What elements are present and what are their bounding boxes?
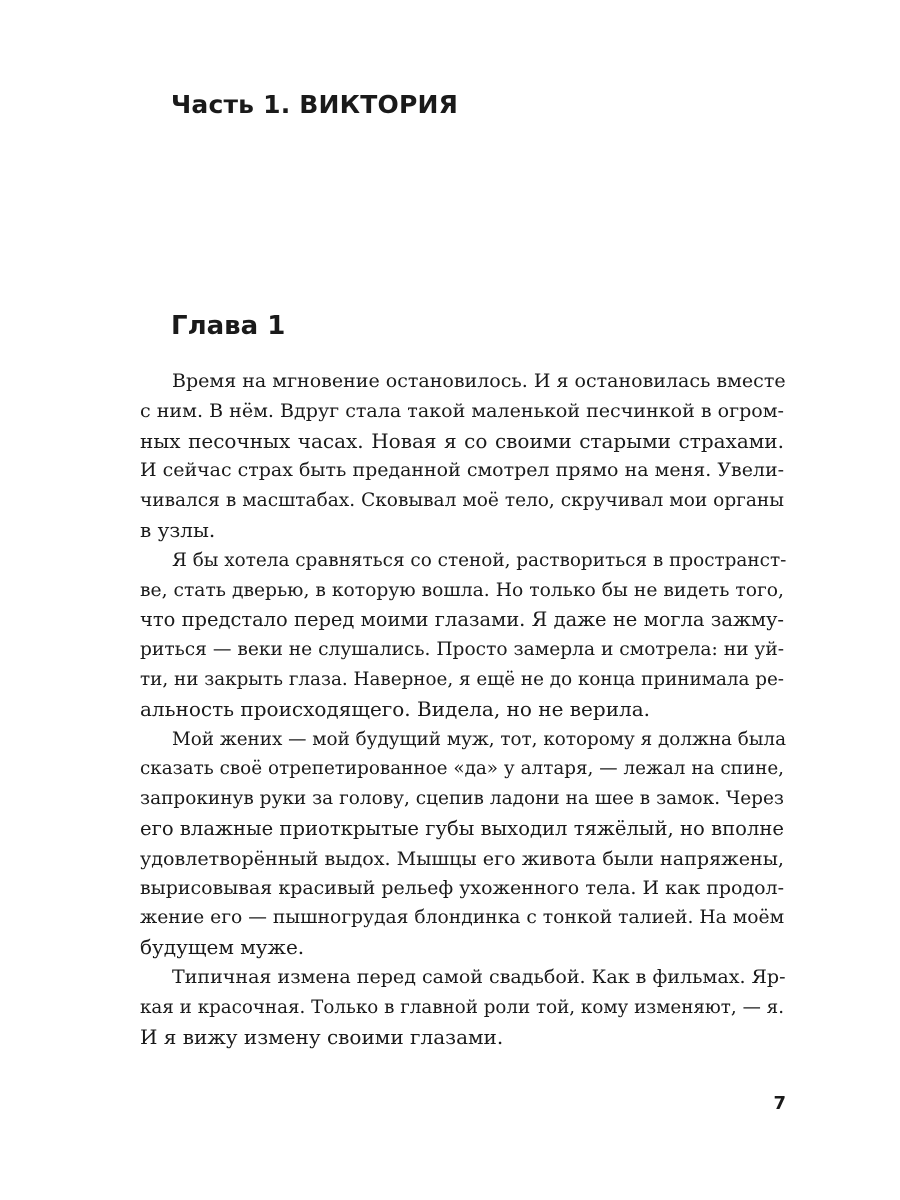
text-line: И сейчас страх быть преданной смотрел прямо на меня. Увели- — [140, 459, 784, 482]
text-line: Мой жених — мой будущий муж, тот, которому я должна была — [172, 728, 787, 750]
text-line: ных песочных часах. Новая я со своими старыми страхами. — [140, 428, 784, 453]
chapter-title: Глава 1 — [171, 311, 286, 341]
paragraph-4 — [140, 963, 784, 1052]
text-line: удовлетворённый выдох. Мышцы его живота были напряжены, — [140, 846, 784, 870]
text-line: будущем муже. — [140, 935, 305, 960]
page-number: 7 — [773, 1093, 786, 1114]
text-line: сказать своё отрепетированное «да» у алтаря, — лежал на спине, — [140, 758, 784, 780]
text-line: жение его — пышногрудая блондинка с тонкой талией. На моём — [140, 907, 785, 929]
text-line: ве, стать дверью, в которую вошла. Но только бы не видеть того, — [140, 579, 784, 601]
chapter-body — [140, 367, 787, 1052]
text-line: Типичная измена перед самой свадьбой. Как в фильмах. Яр- — [172, 965, 786, 988]
paragraph-3 — [140, 725, 787, 963]
text-line: риться — веки не слушались. Просто замерла и смотрела: ни уй- — [140, 639, 785, 661]
text-line: кая и красочная. Только в главной роли той, кому изменяют, — я. — [140, 996, 784, 1018]
text-line: ти, ни закрыть глаза. Наверное, я ещё не до конца принимала ре- — [140, 668, 784, 690]
text-line: в узлы. — [140, 517, 216, 542]
text-line: И я вижу измену своими глазами. — [140, 1024, 504, 1049]
text-line: вырисовывая красивый рельеф ухоженного тела. И как продол- — [140, 876, 784, 899]
text-line: запрокинув руки за голову, сцепив ладони на шее в замок. Через — [140, 788, 784, 810]
text-line: с ним. В нём. Вдруг стала такой маленькой песчинкой в огром- — [140, 399, 784, 422]
text-line: Время на мгновение остановилось. И я остановилась вместе — [172, 370, 786, 392]
text-line: что предстало перед моими глазами. Я даже не могла зажму- — [140, 608, 784, 632]
text-line: Я бы хотела сравняться со стеной, раствориться в пространст- — [172, 549, 787, 571]
text-line: его влажные приоткрытые губы выходил тяжёлый, но вполне — [140, 816, 784, 840]
paragraph-1 — [140, 367, 784, 546]
paragraph-2 — [140, 546, 787, 725]
text-line: альность происходящего. Видела, но не верила. — [140, 696, 651, 721]
text-line: чивался в масштабах. Сковывал моё тело, скручивал мои органы — [140, 490, 784, 512]
part-title: Часть 1. ВИКТОРИЯ — [171, 90, 459, 119]
